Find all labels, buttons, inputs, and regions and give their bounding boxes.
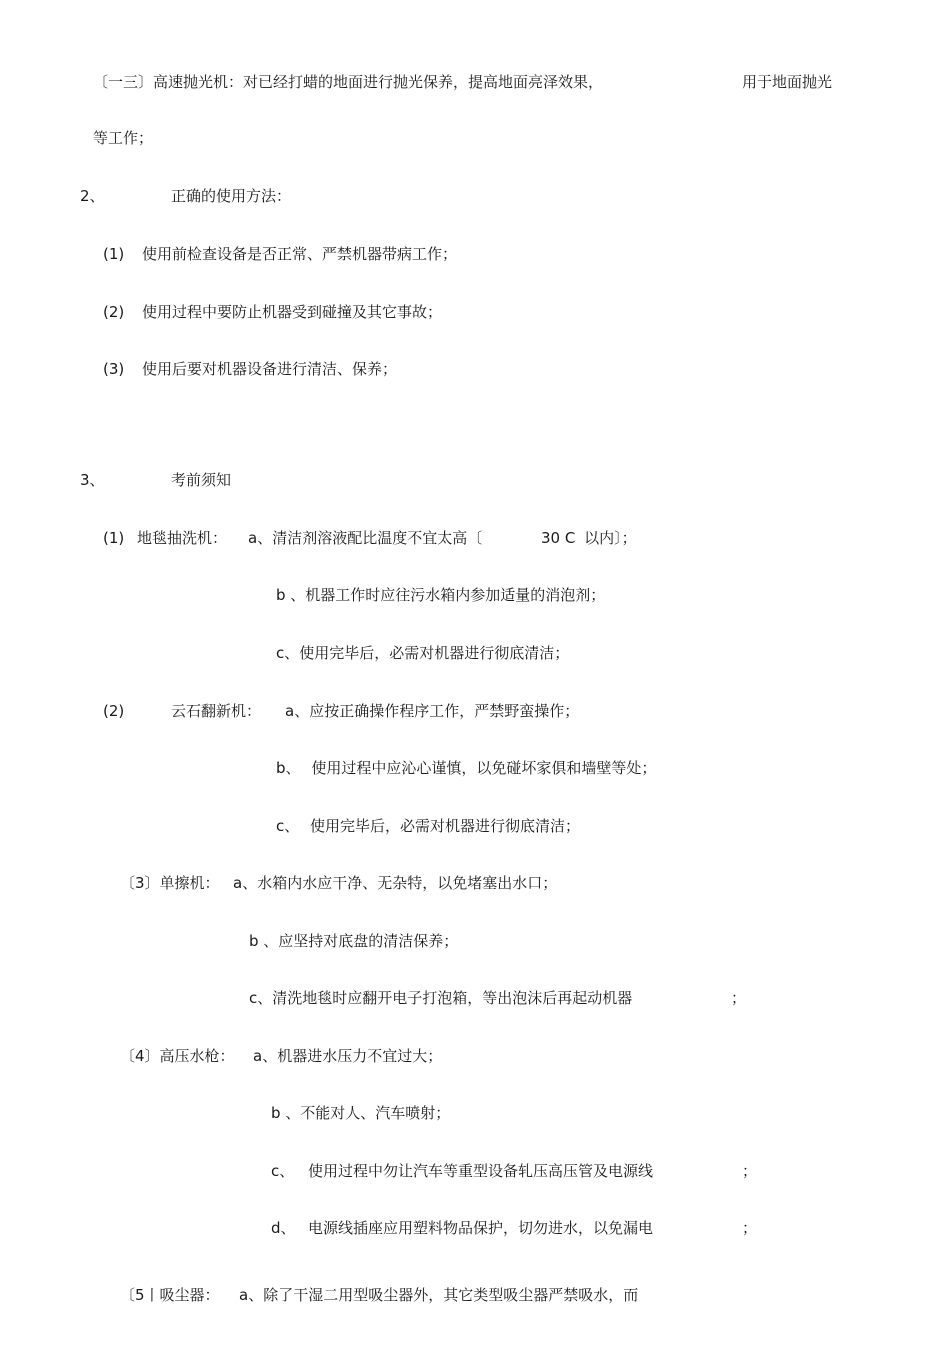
g1-a [248, 528, 482, 548]
item-text: 使用过程中要防止机器受到碰撞及其它事故； [142, 303, 443, 321]
item-number: (3) [103, 360, 125, 378]
g1-b [276, 585, 605, 605]
temperature-value: 30 C [541, 529, 576, 547]
s2-item-3 [103, 359, 124, 379]
g1-a-value [541, 528, 637, 548]
g4-c [308, 1161, 653, 1181]
section-title: 正确的使用方法： [171, 187, 292, 205]
item-label: 〔5丨吸尘器： [120, 1286, 220, 1304]
g3-c [249, 988, 632, 1008]
s2-item-1 [103, 244, 124, 264]
s2-item-2-text [142, 302, 442, 322]
item-number: (1) [103, 245, 125, 263]
g3-c-end [731, 988, 746, 1008]
section-2-title [171, 186, 291, 206]
intro-continuation [93, 128, 153, 148]
intro-text: 〔一三〕高速抛光机：对已经打蜡的地面进行抛光保养，提高地面亮泽效果， [93, 73, 604, 91]
point-text: a、清洁剂溶液配比温度不宜太高〔 [248, 529, 483, 547]
g1-label-line [103, 528, 227, 548]
point-text: b 、不能对人、汽车喷射； [271, 1104, 451, 1122]
item-label: 地毯抽洗机： [137, 529, 228, 547]
g4-d [308, 1218, 653, 1238]
point-text: 使用过程中应沁心谨慎，以免碰坏家俱和墙壁等处； [311, 759, 657, 777]
s2-item-2 [103, 302, 124, 322]
point-text: c、清洗地毯时应翻开电子打泡箱，等出泡沫后再起动机器 [249, 989, 633, 1007]
section-number: 3、 [80, 471, 105, 489]
intro-line [93, 72, 603, 92]
item-number: (2) [103, 702, 125, 720]
item-number: (1) [103, 529, 125, 547]
point-marker: d、 [271, 1219, 296, 1237]
intro-tail-text: 用于地面抛光 [742, 73, 833, 91]
g3-b [249, 931, 458, 951]
g1-c [276, 643, 569, 663]
item-text: 使用后要对机器设备进行清洁、保养； [142, 360, 398, 378]
s2-item-3-text [142, 359, 397, 379]
g4-label [120, 1046, 235, 1066]
intro-tail [742, 72, 832, 92]
g4-a [253, 1046, 442, 1066]
item-number: (2) [103, 303, 125, 321]
g2-number [103, 701, 124, 721]
point-end: ； [742, 1219, 758, 1237]
g2-a [285, 701, 579, 721]
point-text: 以内〕； [584, 529, 637, 547]
point-text: a、应按正确操作程序工作，严禁野蛮操作； [285, 702, 580, 720]
section-3-title [171, 470, 231, 490]
g3-label [120, 873, 220, 893]
point-text: a、除了干湿二用型吸尘器外，其它类型吸尘器严禁吸水，而 [239, 1286, 639, 1304]
point-text: c、使用完毕后，必需对机器进行彻底清洁； [276, 644, 570, 662]
item-label: 〔4〕高压水枪： [120, 1047, 235, 1065]
g2-b [276, 758, 656, 778]
point-text: 使用过程中勿让汽车等重型设备轧压高压管及电源线 [308, 1162, 654, 1180]
item-label: 〔3〕单擦机： [120, 874, 220, 892]
item-text: 使用前检查设备是否正常、严禁机器带病工作； [142, 245, 458, 263]
section-3-number [80, 470, 105, 490]
g4-c-marker [271, 1161, 294, 1181]
intro-cont-text: 等工作； [93, 129, 154, 147]
point-marker: b、 [276, 759, 301, 777]
s2-item-1-text [142, 244, 457, 264]
section-number: 2、 [80, 187, 105, 205]
point-end: ； [731, 989, 747, 1007]
g5-label [120, 1285, 220, 1305]
g2-label [171, 701, 261, 721]
point-marker: c、 [276, 817, 300, 835]
point-text: a、水箱内水应干净、无杂特，以免堵塞出水口； [233, 874, 558, 892]
g4-b [271, 1103, 450, 1123]
g5-a [239, 1285, 638, 1305]
point-text: b 、应坚持对底盘的清洁保养； [249, 932, 459, 950]
point-text: 使用完毕后，必需对机器进行彻底清洁； [310, 817, 581, 835]
point-marker: c、 [271, 1162, 295, 1180]
point-text: 电源线插座应用塑料物品保护，切勿进水，以免漏电 [308, 1219, 654, 1237]
section-2-number [80, 186, 105, 206]
point-text: a、机器进水压力不宜过大； [253, 1047, 443, 1065]
point-text: b 、机器工作时应往污水箱内参加适量的消泡剂； [276, 586, 606, 604]
g2-c [276, 816, 580, 836]
item-label: 云石翻新机： [171, 702, 262, 720]
g4-c-end [742, 1161, 757, 1181]
g4-d-end [742, 1218, 757, 1238]
point-end: ； [742, 1162, 758, 1180]
section-title: 考前须知 [171, 471, 232, 489]
g4-d-marker [271, 1218, 296, 1238]
g3-a [233, 873, 557, 893]
